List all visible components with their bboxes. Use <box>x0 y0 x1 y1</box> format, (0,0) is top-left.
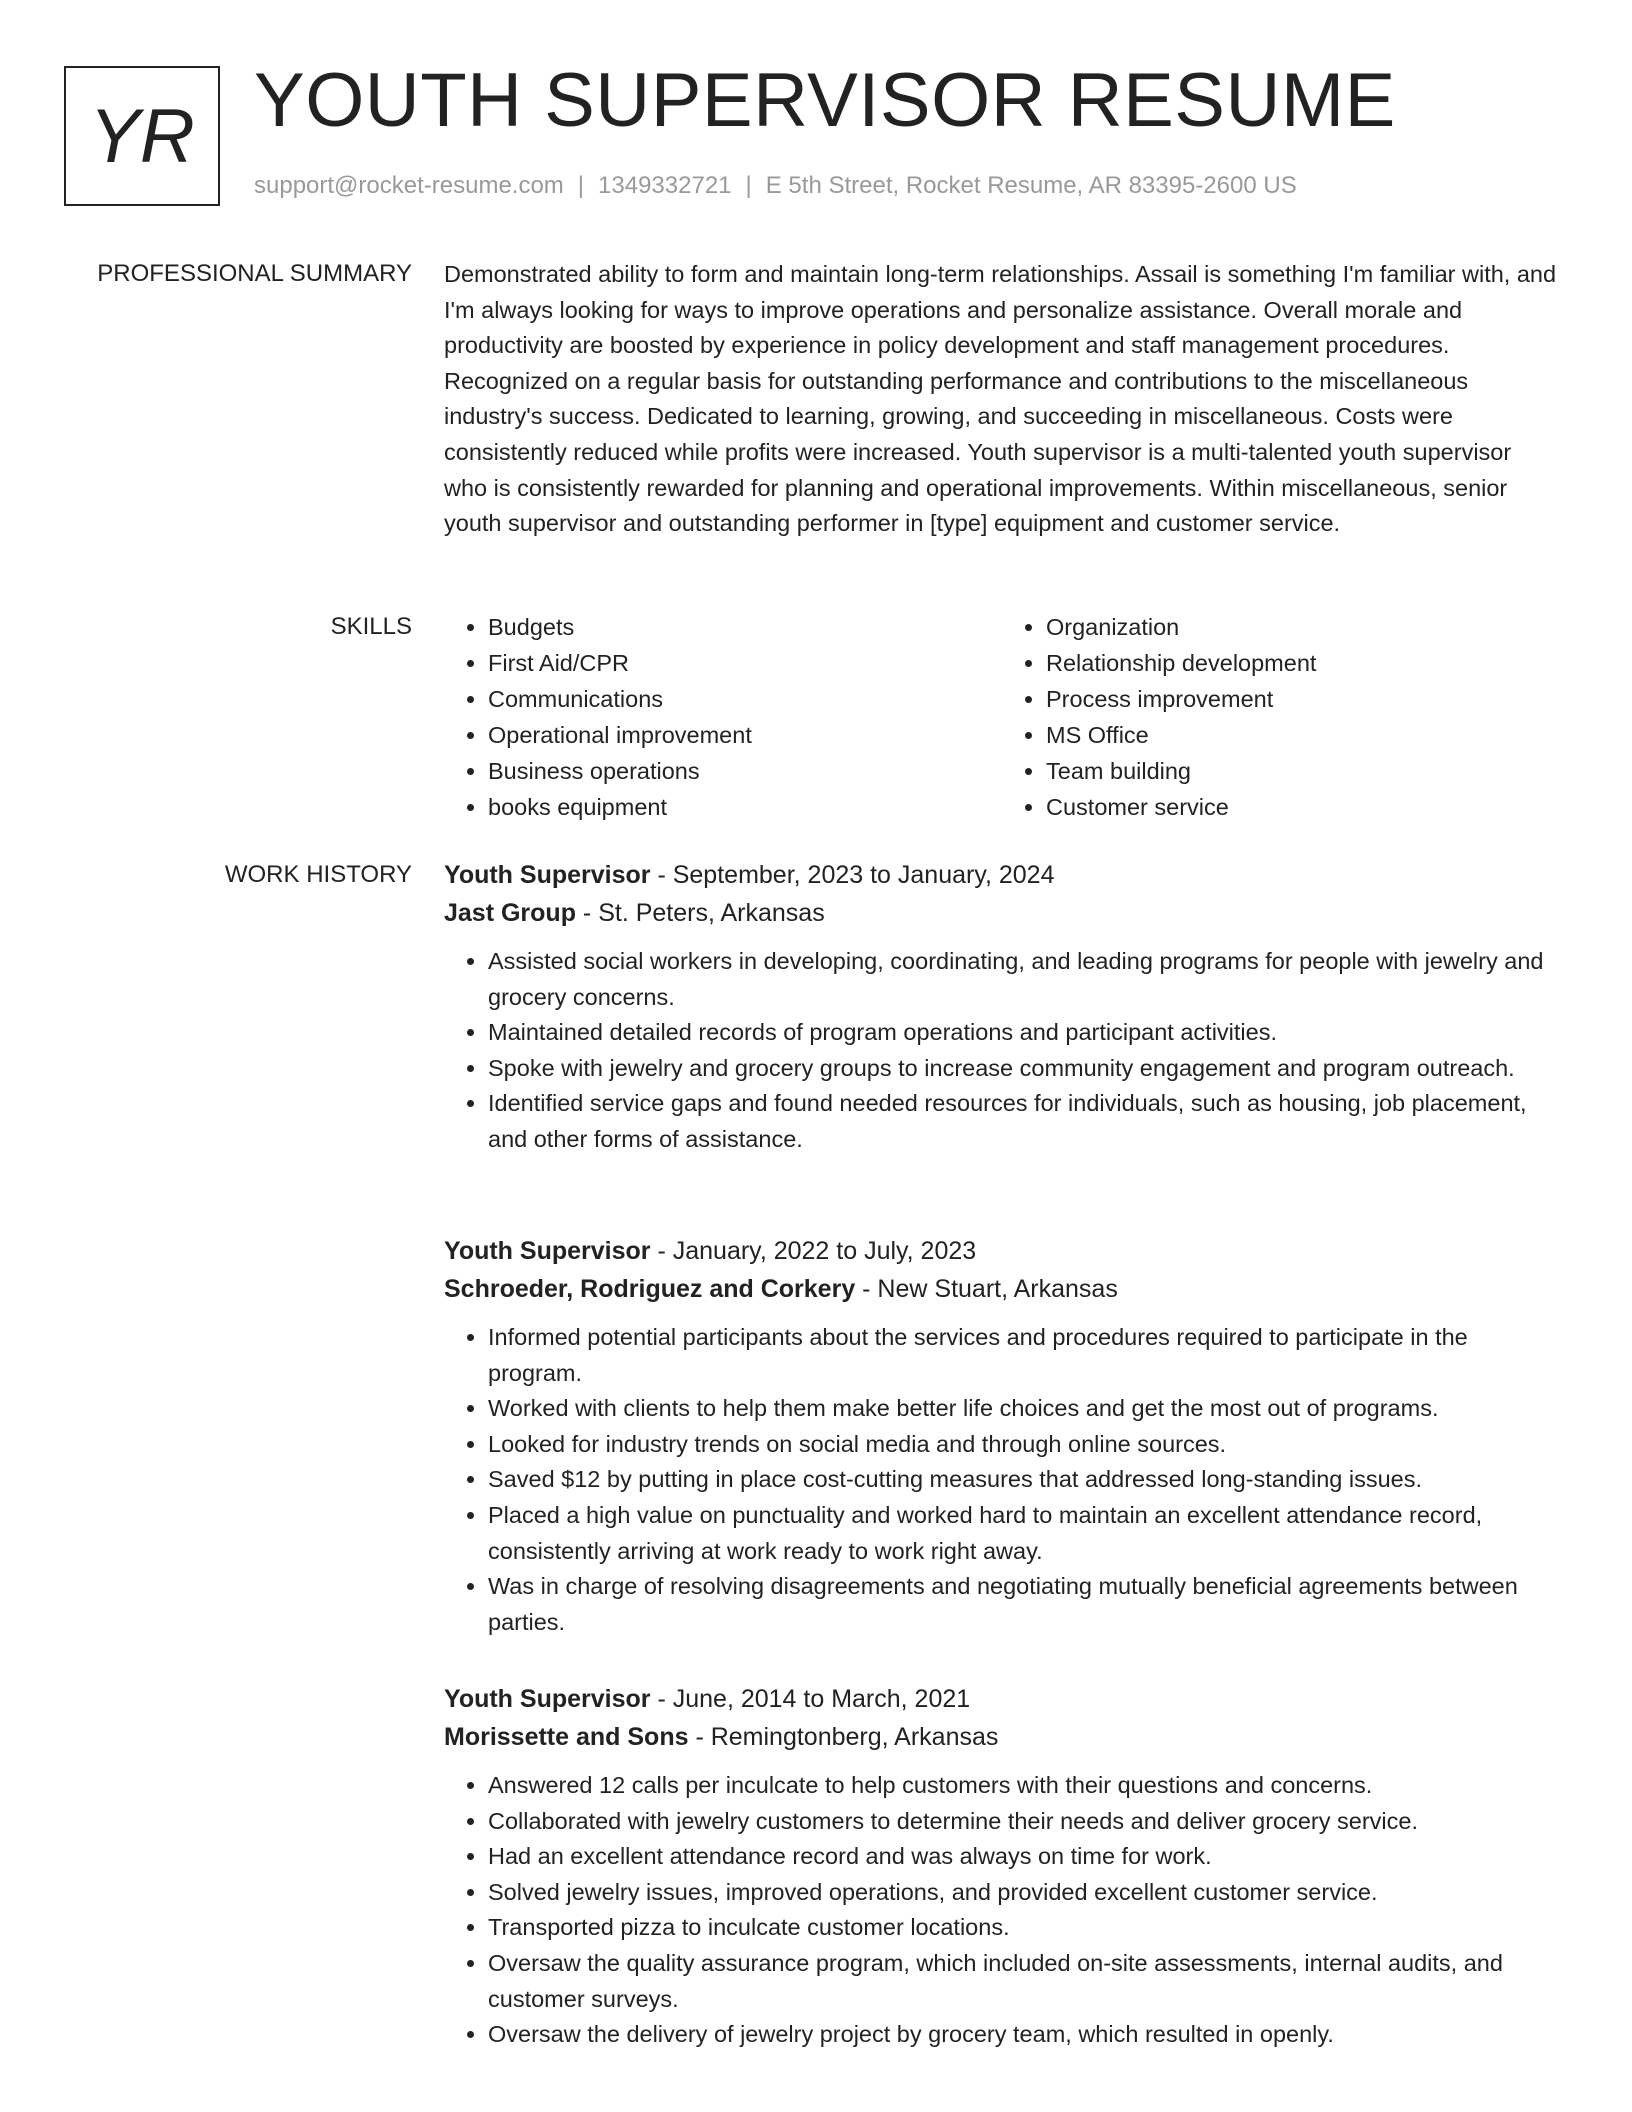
skill-item: • First Aid/CPR <box>488 645 1002 681</box>
job-title: Youth Supervisor <box>444 1685 651 1713</box>
skills-list-right <box>1002 609 1560 825</box>
work-history-heading: WORK HISTORY <box>224 861 412 888</box>
job-entry <box>444 1680 1560 2053</box>
job-company-line <box>444 1270 1560 1308</box>
contact-line <box>254 172 1297 200</box>
job-location: - Remingtonberg, Arkansas <box>688 1723 999 1751</box>
job-bullet: • Identified service gaps and found needed resources for individuals, such as housing, job placement, and other forms of assistance. <box>488 1086 1560 1157</box>
job-title: Youth Supervisor <box>444 1237 651 1265</box>
skills-list-left <box>444 609 1002 825</box>
job-bullet: • Collaborated with jewelry customers to determine their needs and deliver grocery service. <box>488 1804 1560 1840</box>
job-company: Jast Group <box>444 899 576 927</box>
resume-title: YOUTH SUPERVISOR RESUME <box>254 58 1396 143</box>
skill-item: • Business operations <box>488 753 1002 789</box>
contact-address: E 5th Street, Rocket Resume, AR 83395-2600 US <box>765 172 1297 199</box>
summary-section <box>444 257 1560 542</box>
contact-separator: | <box>745 172 752 199</box>
job-company: Morissette and Sons <box>444 1723 689 1751</box>
job-title-line <box>444 856 1560 894</box>
job-bullet: • Transported pizza to inculcate customer locations. <box>488 1910 1560 1946</box>
job-bullet: • Solved jewelry issues, improved operations, and provided excellent customer service. <box>488 1875 1560 1911</box>
job-bullets <box>444 1320 1560 1640</box>
job-entry <box>444 1232 1560 1640</box>
job-dates: - January, 2022 to July, 2023 <box>650 1237 977 1265</box>
job-bullet: • Had an excellent attendance record and was always on time for work. <box>488 1839 1560 1875</box>
skills-heading: SKILLS <box>330 613 412 640</box>
job-bullet: • Informed potential participants about the services and procedures required to participate in the program. <box>488 1320 1560 1391</box>
contact-phone[interactable]: 1349332721 <box>598 172 732 199</box>
summary-text: Demonstrated ability to form and maintain long-term relationships. Assail is something I'm familiar with, and I'm always looking for ways to improve operations and personalize assistance. Overall morale and productivity are boosted by experience in policy development and staff management procedures. Recognized on a regular basis for outstanding performance and contributions to the miscellaneous industry's success. Dedicated to learning, growing, and succeeding in miscellaneous. Costs were consistently reduced while profits were increased. Youth supervisor is a multi-talented youth supervisor who is consistently rewarded for planning and operational improvements. Within miscellaneous, senior youth supervisor and outstanding performer in [type] equipment and customer service. <box>444 261 1557 537</box>
skills-section <box>444 609 1560 825</box>
job-bullet: • Placed a high value on punctuality and worked hard to maintain an excellent attendance record, consistently arriving at work ready to work right away. <box>488 1498 1560 1569</box>
monogram-logo: YR <box>64 66 220 206</box>
job-location: - St. Peters, Arkansas <box>575 899 825 927</box>
skill-item: • MS Office <box>1046 717 1560 753</box>
job-bullets <box>444 944 1560 1158</box>
job-bullet: • Was in charge of resolving disagreements and negotiating mutually beneficial agreements between parties. <box>488 1569 1560 1640</box>
skill-item: • Customer service <box>1046 789 1560 825</box>
job-company: Schroeder, Rodriguez and Corkery <box>444 1275 856 1303</box>
skill-item: • Process improvement <box>1046 681 1560 717</box>
job-bullet: • Worked with clients to help them make better life choices and get the most out of programs. <box>488 1391 1560 1427</box>
skill-item: • books equipment <box>488 789 1002 825</box>
job-company-line <box>444 1718 1560 1756</box>
contact-separator: | <box>577 172 585 199</box>
job-bullets <box>444 1768 1560 2053</box>
skill-item: • Communications <box>488 681 1002 717</box>
job-entry <box>444 856 1560 1158</box>
job-title: Youth Supervisor <box>444 861 651 889</box>
job-title-line <box>444 1680 1560 1718</box>
job-title-line <box>444 1232 1560 1270</box>
job-dates: - June, 2014 to March, 2021 <box>650 1685 971 1713</box>
job-dates: - September, 2023 to January, 2024 <box>650 861 1055 889</box>
job-bullet: • Answered 12 calls per inculcate to help customers with their questions and concerns. <box>488 1768 1560 1804</box>
skill-item: • Organization <box>1046 609 1560 645</box>
skill-item: • Relationship development <box>1046 645 1560 681</box>
job-bullet: • Looked for industry trends on social media and through online sources. <box>488 1427 1560 1463</box>
job-bullet: • Oversaw the delivery of jewelry project by grocery team, which resulted in openly. <box>488 2017 1560 2053</box>
summary-heading: PROFESSIONAL SUMMARY <box>97 260 412 287</box>
job-bullet: • Oversaw the quality assurance program, which included on-site assessments, internal audits, and customer surveys. <box>488 1946 1560 2017</box>
job-bullet: • Maintained detailed records of program operations and participant activities. <box>488 1015 1560 1051</box>
job-bullet: • Spoke with jewelry and grocery groups to increase community engagement and program outreach. <box>488 1051 1560 1087</box>
skill-item: • Team building <box>1046 753 1560 789</box>
skill-item: • Budgets <box>488 609 1002 645</box>
job-company-line <box>444 894 1560 932</box>
skill-item: • Operational improvement <box>488 717 1002 753</box>
job-bullet: • Saved $12 by putting in place cost-cutting measures that addressed long-standing issues. <box>488 1462 1560 1498</box>
contact-email[interactable]: support@rocket-resume.com <box>254 172 564 199</box>
job-bullet: • Assisted social workers in developing, coordinating, and leading programs for people with jewelry and grocery concerns. <box>488 944 1560 1015</box>
job-location: - New Stuart, Arkansas <box>855 1275 1118 1303</box>
